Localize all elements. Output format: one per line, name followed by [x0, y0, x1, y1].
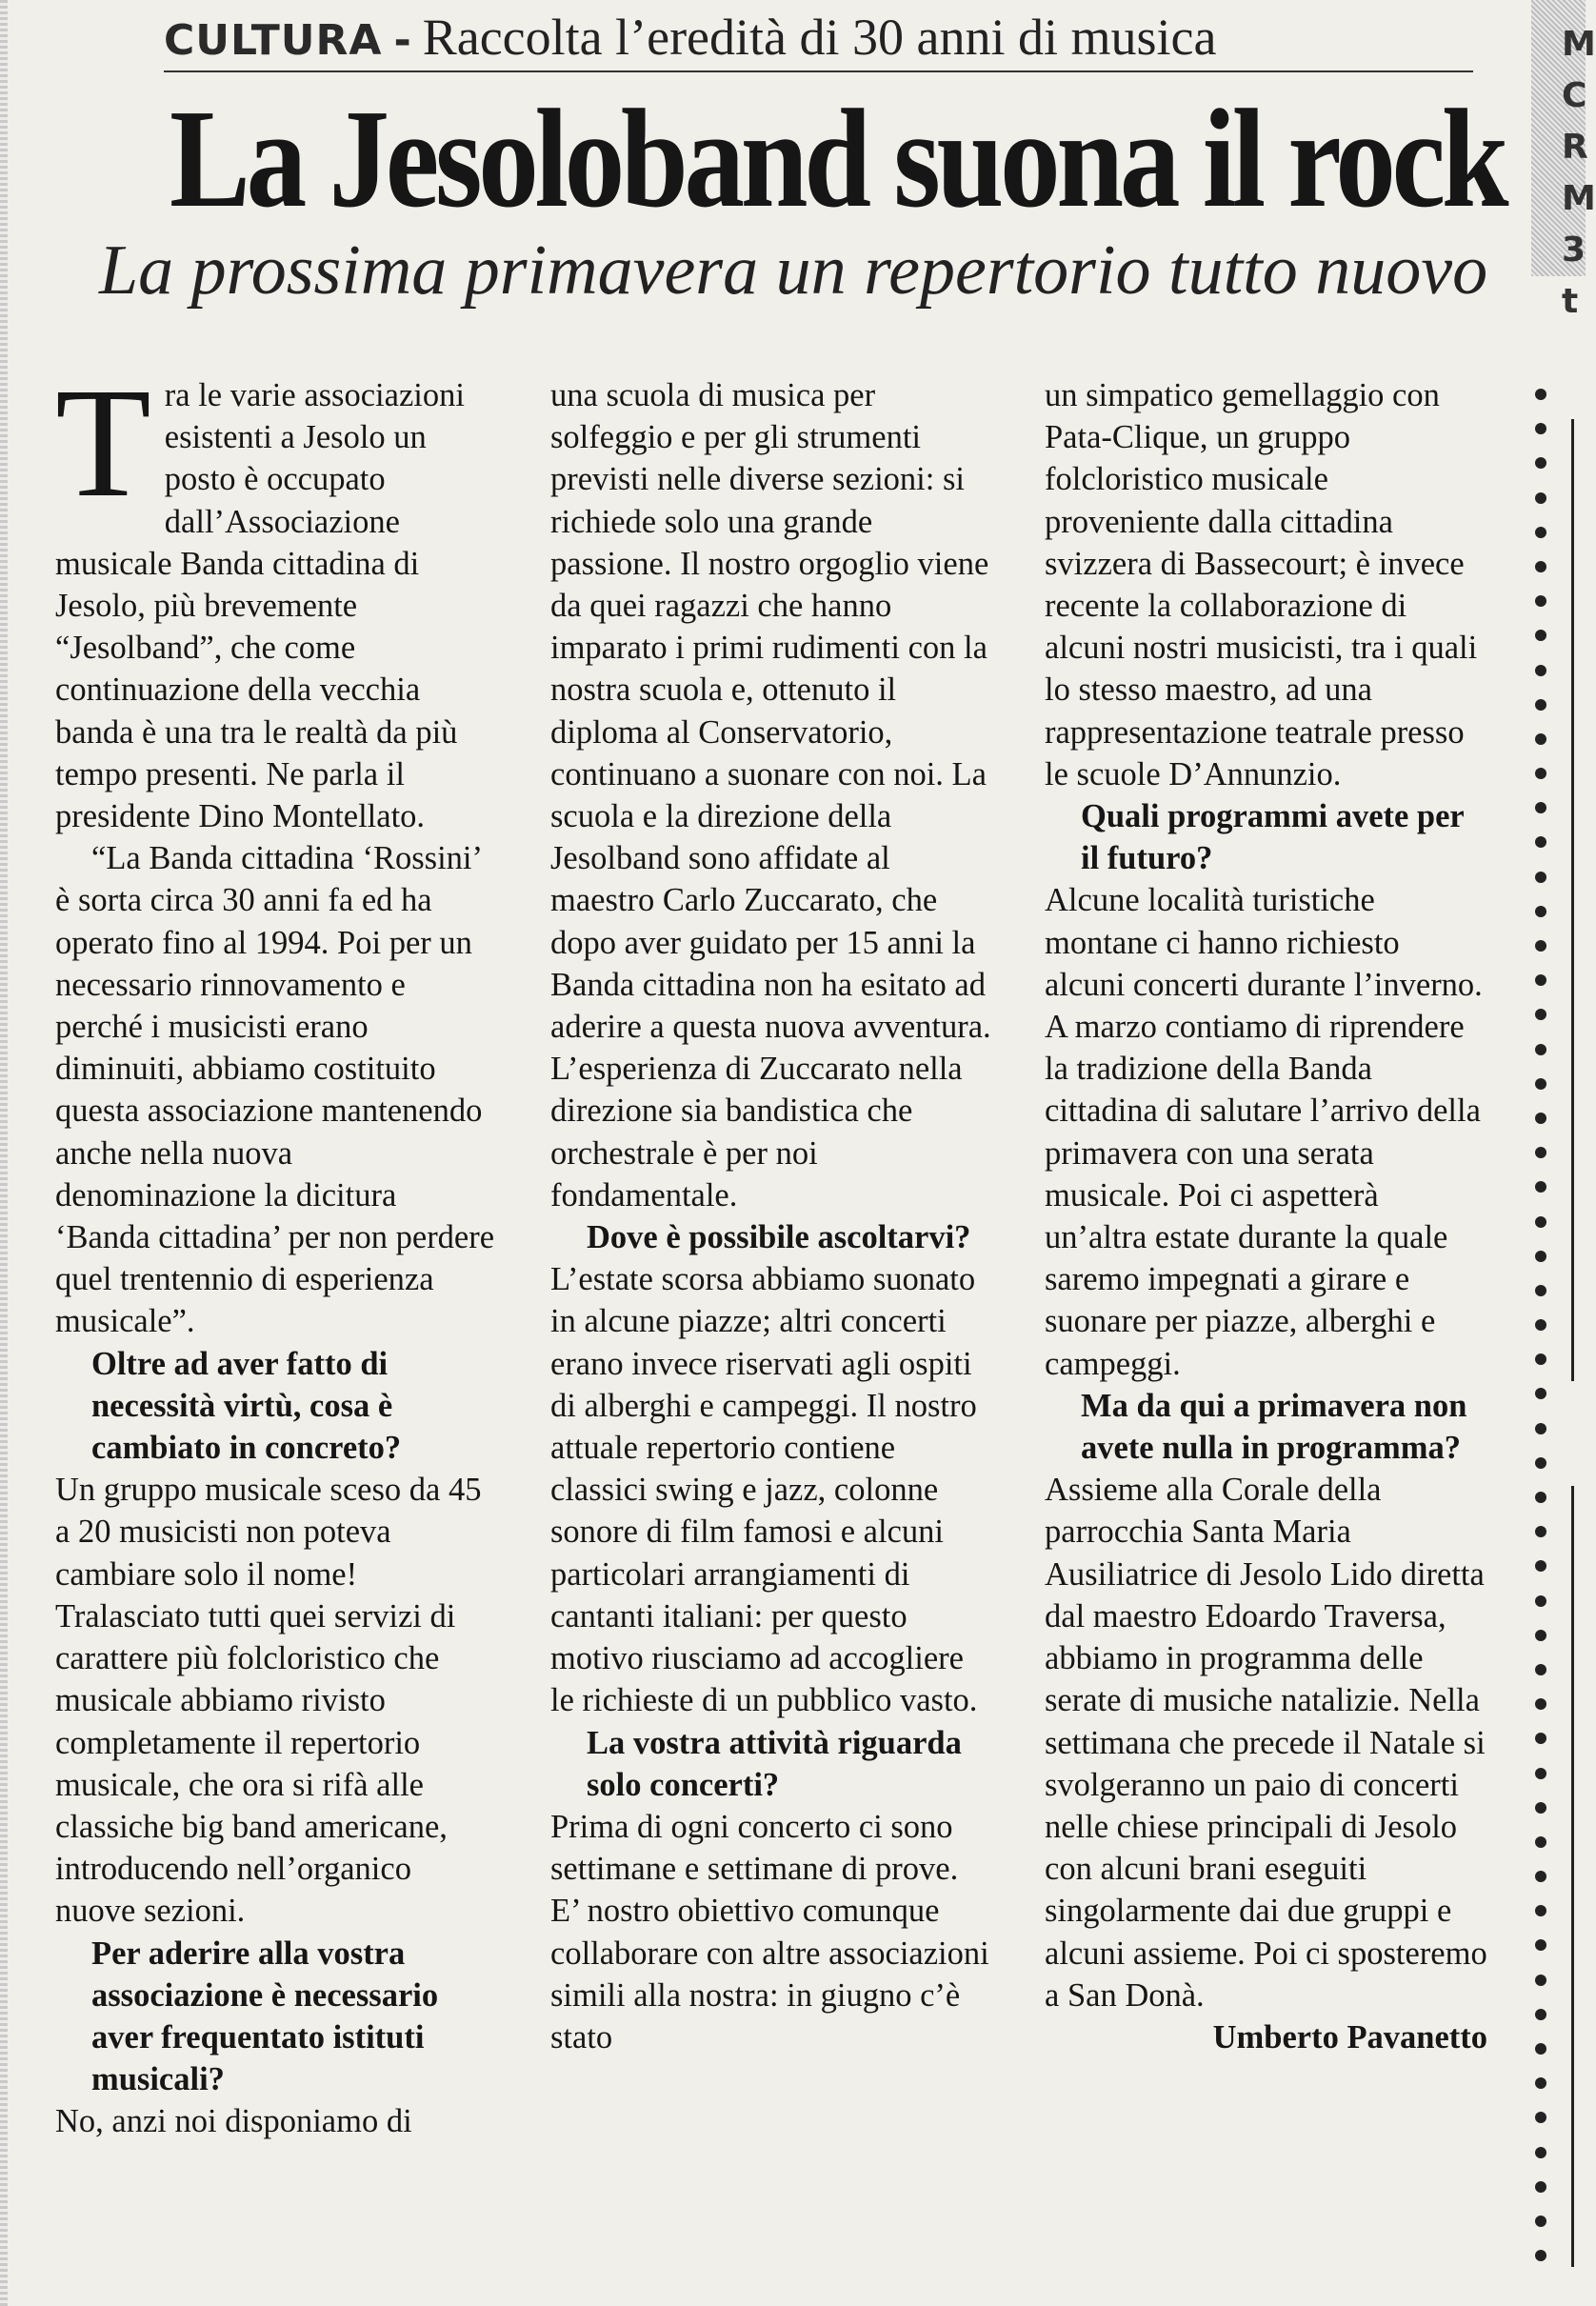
border-dot	[1535, 1181, 1546, 1193]
border-dot	[1535, 2181, 1546, 2193]
border-dot	[1535, 940, 1546, 952]
border-dot	[1535, 1526, 1546, 1537]
kicker-dash: -	[393, 16, 411, 65]
border-dot	[1535, 1975, 1546, 1986]
border-dot	[1535, 2147, 1546, 2158]
border-dot	[1535, 906, 1546, 917]
border-dot	[1535, 1492, 1546, 1503]
interview-question: Dove è possibile ascoltarvi?	[587, 1219, 971, 1256]
border-dot	[1535, 1560, 1546, 1572]
edge-letter: C	[1562, 76, 1587, 115]
border-dot	[1535, 389, 1546, 400]
subheadline: La prossima primavera un repertorio tutto nuovo	[99, 231, 1488, 310]
border-dot	[1535, 802, 1546, 813]
border-dot	[1535, 1285, 1546, 1296]
border-dot	[1535, 1078, 1546, 1090]
scan-left-edge	[0, 0, 8, 2306]
section-label: CULTURA	[164, 16, 383, 65]
interview-answer: un simpatico gemellaggio con Pata-Clique, un gruppo folcloristico musicale proveniente dalla cittadina svizzera di Bassecourt; è invece recente la collaborazione di alcuni nostri musicisti, tra i quali lo stesso maestro, ad una rappresentazione teatrale presso le scuole D’Annunzio.	[1045, 377, 1478, 792]
border-dot	[1535, 1388, 1546, 1399]
border-dot	[1535, 1354, 1546, 1365]
article-column-2	[550, 374, 993, 2058]
edge-letter: M	[1562, 179, 1596, 218]
border-dot	[1535, 630, 1546, 641]
adjacent-article-letters	[1562, 19, 1596, 328]
interview-answer: una scuola di musica per solfeggio e per gli strumenti previsti nelle diverse sezioni: si richiede solo una grande passione. Il nostro orgoglio viene da quei ragazzi che hanno imparato i primi rudimenti con la nostra scuola e, ottenuto il diploma al Conservatorio, continuano a suonare con noi. La scuola e la direzione della Jesolband sono affidate al maestro Carlo Zuccarato, che dopo aver guidato per 15 anni la Banda cittadina non ha esitato ad aderire a questa nuova avventura. L’esperienza di Zuccarato nella direzione sia bandistica che orchestrale è per noi fondamentale.	[550, 377, 991, 1213]
border-dot	[1535, 1113, 1546, 1124]
border-dot	[1535, 699, 1546, 711]
border-dot	[1535, 1836, 1546, 1848]
border-dot	[1535, 1768, 1546, 1779]
interview-answer: No, anzi noi disponiamo di	[55, 2103, 412, 2140]
article-column-1	[55, 355, 498, 2143]
paragraph-intro: ra le varie associazioni esistenti a Jesolo un posto è occupato dall’Associazione musicale Banda cittadina di Jesolo, più brevemente “Jesolband”, che come continuazione della vecchia banda è una tra le realtà da più tempo presenti. Ne parla il presidente Dino Montellato.	[55, 377, 465, 835]
interview-question: Per aderire alla vostra associazione è necessario aver frequentato istituti musicali?	[91, 1935, 439, 2098]
border-dot	[1535, 1147, 1546, 1158]
border-dot	[1535, 1698, 1546, 1710]
decorative-dot-border	[1535, 389, 1573, 2284]
border-dot	[1535, 1733, 1546, 1744]
article-column-3	[1045, 374, 1487, 2058]
header-rule	[164, 70, 1473, 72]
border-dot	[1535, 836, 1546, 848]
border-dot	[1535, 423, 1546, 434]
border-dot	[1535, 974, 1546, 986]
border-dot	[1535, 1044, 1546, 1055]
section-kicker	[164, 8, 1216, 67]
border-dot	[1535, 1664, 1546, 1675]
edge-letter: t	[1562, 282, 1579, 321]
border-dot	[1535, 1905, 1546, 1916]
interview-question: Oltre ad aver fatto di necessità virtù, cosa è cambiato in concreto?	[91, 1345, 402, 1467]
border-dot	[1535, 1871, 1546, 1882]
author-signature: Umberto Pavanetto	[1212, 2018, 1487, 2055]
border-dot	[1535, 1423, 1546, 1434]
border-dot	[1535, 457, 1546, 469]
interview-answer: L’estate scorsa abbiamo suonato in alcune piazze; altri concerti erano invece riservati agli ospiti di alberghi e campeggi. Il nostro attuale repertorio contiene classici swing e jazz, colonne sonore di film famosi e alcuni particolari arrangiamenti di cantanti italiani: per questo motivo riusciamo ad accogliere le richieste di un pubblico vasto.	[550, 1261, 978, 1719]
border-dot	[1535, 492, 1546, 504]
kicker-text: Raccolta l’eredità di 30 anni di musica	[422, 9, 1217, 66]
border-dot	[1535, 527, 1546, 538]
border-dot	[1535, 2077, 1546, 2089]
interview-question: Quali programmi avete per il futuro?	[1081, 798, 1465, 877]
border-dot	[1535, 595, 1546, 607]
interview-answer: Assieme alla Corale della parrocchia Santa Maria Ausiliatrice di Jesolo Lido diretta dal maestro Edoardo Traversa, abbiamo in programma delle serate di musiche natalizie. Nella settimana che precede il Natale si svolgeranno un paio di concerti nelle chiese principali di Jesolo con alcuni brani eseguiti singolarmente dai due gruppi e alcuni assieme. Poi ci sposteremo a San Donà.	[1045, 1472, 1487, 2014]
border-dot	[1535, 1251, 1546, 1262]
border-dot	[1535, 2112, 1546, 2123]
interview-answer: Alcune località turistiche montane ci hanno richiesto alcuni concerti durante l’inverno. A marzo contiamo di riprendere la tradizione della Banda cittadina di salutare l’arrivo della primavera con una serata musicale. Poi ci aspetterà un’altra estate durante la quale saremo impegnati a girare e suonare per piazze, alberghi e campeggi.	[1045, 882, 1483, 1382]
border-dot	[1535, 2216, 1546, 2227]
interview-answer: Prima di ogni concerto ci sono settimane e settimane di prove. E’ nostro obiettivo comunque collaborare con altre associazioni simili alla nostra: in giugno c’è stato	[550, 1808, 989, 2055]
edge-letter: M	[1562, 25, 1596, 64]
drop-cap: T	[55, 355, 151, 530]
interview-question: La vostra attività riguarda solo concerti?	[587, 1724, 962, 1803]
border-dot	[1535, 872, 1546, 883]
edge-letter: R	[1562, 128, 1588, 167]
border-dot	[1535, 1216, 1546, 1228]
border-dot	[1535, 733, 1546, 745]
border-dot	[1535, 1802, 1546, 1814]
edge-letter: 3	[1562, 231, 1586, 270]
border-dot	[1535, 768, 1546, 779]
border-dot	[1535, 2250, 1546, 2261]
border-dot	[1535, 1319, 1546, 1331]
border-dot	[1535, 1009, 1546, 1020]
border-dot	[1535, 665, 1546, 676]
border-dot	[1535, 1939, 1546, 1951]
border-dot	[1535, 2043, 1546, 2055]
border-dot	[1535, 1457, 1546, 1469]
border-dot	[1535, 2009, 1546, 2020]
border-dot	[1535, 1630, 1546, 1641]
headline: La Jesoloband suona il rock	[170, 81, 1506, 237]
border-dot	[1535, 561, 1546, 572]
interview-question: Ma da qui a primavera non avete nulla in programma?	[1081, 1387, 1467, 1467]
interview-answer: Un gruppo musicale sceso da 45 a 20 musicisti non poteva cambiare solo il nome! Tralasciato tutti quei servizi di carattere più folcloristico che musicale abbiamo rivisto completamente il repertorio musicale, che ora si rifà alle classiche big band americane, introducendo nell’organico nuove sezioni.	[55, 1472, 482, 1930]
border-dot	[1535, 1595, 1546, 1607]
paragraph-quote: “La Banda cittadina ‘Rossini’ è sorta circa 30 anni fa ed ha operato fino al 1994. Poi per un necessario rinnovamento e perché i musicisti erano diminuiti, abbiamo costituito questa associazione mantenendo anche nella nuova denominazione la dicitura ‘Banda cittadina’ per non perdere quel trentennio di esperienza musicale”.	[55, 840, 495, 1340]
